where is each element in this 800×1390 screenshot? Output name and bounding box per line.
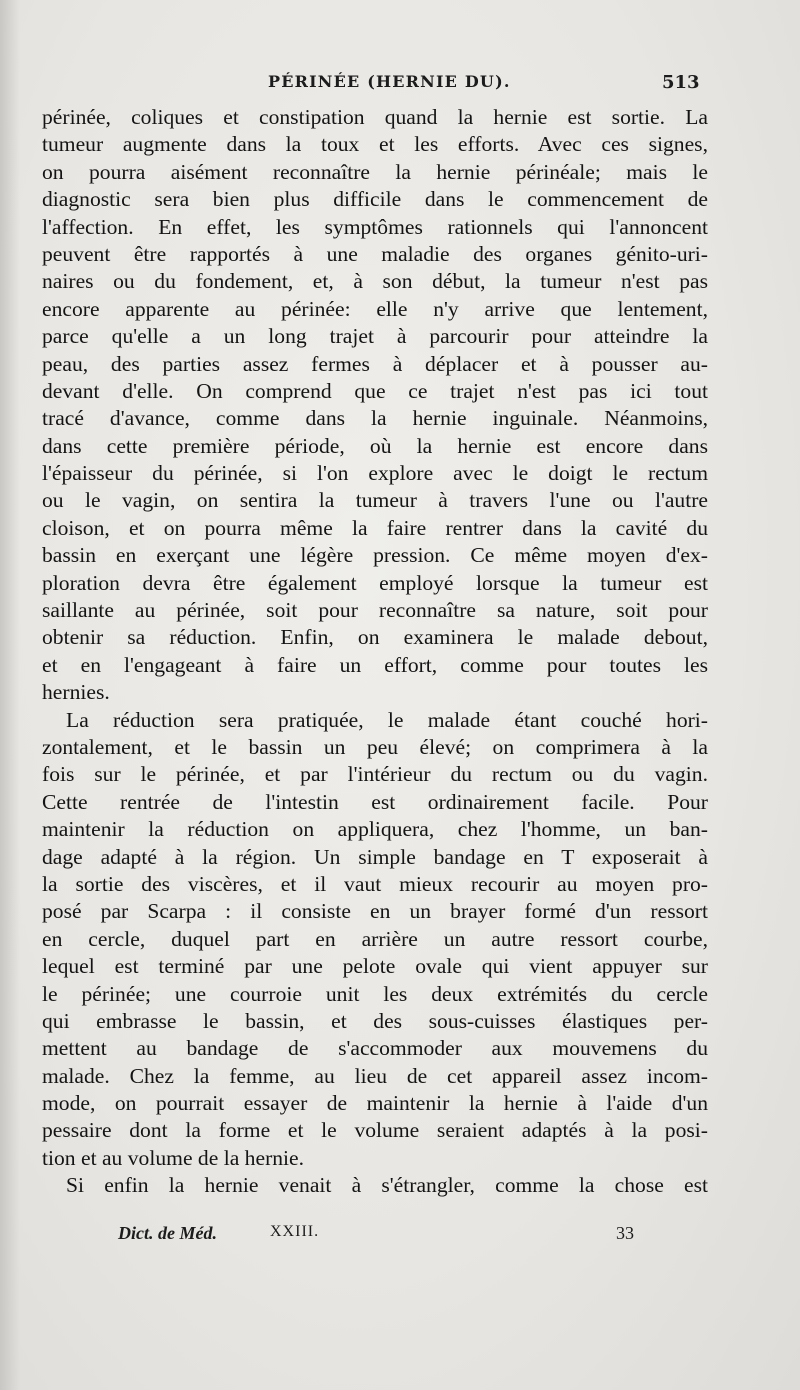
text-line: l'épaisseur du périnée, si l'on explore avec le doigt le rectum bbox=[42, 461, 708, 486]
text-line: on pourra aisément reconnaître la hernie périnéale; mais le bbox=[42, 159, 708, 184]
text-line: qui embrasse le bassin, et des sous-cuisses élastiques per- bbox=[42, 1008, 708, 1033]
text-line: saillante au périnée, soit pour reconnaître sa nature, soit pour bbox=[42, 598, 708, 623]
body-text bbox=[42, 104, 708, 1200]
text-line: diagnostic sera bien plus difficile dans le commencement de bbox=[42, 187, 708, 212]
text-line: dans cette première période, où la hernie est encore dans bbox=[42, 433, 708, 458]
text-line: mode, on pourrait essayer de maintenir la hernie à l'aide d'un bbox=[42, 1091, 708, 1116]
footer-volume: XXIII. bbox=[270, 1223, 320, 1240]
text-line: Si enfin la hernie venait à s'étrangler, comme la chose est bbox=[66, 1173, 708, 1198]
text-line: peuvent être rapportés à une maladie des organes génito-uri- bbox=[42, 241, 708, 266]
text-line: maintenir la réduction on appliquera, chez l'homme, un ban- bbox=[42, 817, 708, 842]
footer-work-title: Dict. de Méd. bbox=[118, 1223, 217, 1243]
text-line: pessaire dont la forme et le volume seraient adaptés à la posi- bbox=[42, 1118, 708, 1143]
text-line: peau, des parties assez fermes à déplacer et à pousser au- bbox=[42, 351, 708, 376]
text-line: devant d'elle. On comprend que ce trajet n'est pas ici tout bbox=[42, 378, 708, 403]
text-line: zontalement, et le bassin un peu élevé; on comprimera à la bbox=[42, 734, 708, 759]
text-line: la sortie des viscères, et il vaut mieux recourir au moyen pro- bbox=[42, 871, 708, 896]
text-line: hernies. bbox=[42, 680, 110, 705]
text-line: La réduction sera pratiquée, le malade étant couché hori- bbox=[66, 707, 708, 732]
running-title: PÉRINÉE (HERNIE DU). bbox=[268, 72, 511, 91]
text-line: dage adapté à la région. Un simple bandage en T exposerait à bbox=[42, 844, 708, 869]
text-line: mettent au bandage de s'accommoder aux mouvemens du bbox=[42, 1036, 708, 1061]
text-line: obtenir sa réduction. Enfin, on examinera le malade debout, bbox=[42, 625, 708, 650]
text-line: tumeur augmente dans la toux et les efforts. Avec ces signes, bbox=[42, 132, 708, 157]
footer bbox=[0, 1223, 800, 1247]
text-line: et en l'engageant à faire un effort, comme pour toutes les bbox=[42, 652, 708, 677]
text-line: parce qu'elle a un long trajet à parcourir pour atteindre la bbox=[42, 324, 708, 349]
running-head bbox=[0, 72, 800, 100]
text-line: le périnée; une courroie unit les deux extrémités du cercle bbox=[42, 981, 708, 1006]
text-line: lequel est terminé par une pelote ovale qui vient appuyer sur bbox=[42, 954, 708, 979]
text-line: ou le vagin, on sentira la tumeur à travers l'une ou l'autre bbox=[42, 488, 708, 513]
text-line: ploration devra être également employé lorsque la tumeur est bbox=[42, 570, 708, 595]
text-line: malade. Chez la femme, au lieu de cet appareil assez incom- bbox=[42, 1063, 708, 1088]
text-line: périnée, coliques et constipation quand la hernie est sortie. La bbox=[42, 105, 708, 129]
text-line: en cercle, duquel part en arrière un autre ressort courbe, bbox=[42, 926, 708, 951]
text-line: naires ou du fondement, et, à son début, la tumeur n'est pas bbox=[42, 269, 708, 294]
text-line: l'affection. En effet, les symptômes rationnels qui l'annoncent bbox=[42, 214, 708, 239]
text-line: tracé d'avance, comme dans la hernie inguinale. Néanmoins, bbox=[42, 406, 708, 431]
text-line: encore apparente au périnée: elle n'y arrive que lentement, bbox=[42, 296, 708, 321]
text-line: fois sur le périnée, et par l'intérieur du rectum ou du vagin. bbox=[42, 762, 708, 787]
page-edge-shadow bbox=[0, 0, 20, 1390]
text-line: tion et au volume de la hernie. bbox=[42, 1145, 305, 1170]
text-line: posé par Scarpa : il consiste en un brayer formé d'un ressort bbox=[42, 899, 708, 924]
text-line: Cette rentrée de l'intestin est ordinairement facile. Pour bbox=[42, 789, 708, 814]
text-line: bassin en exerçant une légère pression. Ce même moyen d'ex- bbox=[42, 543, 708, 568]
footer-signature: 33 bbox=[616, 1223, 634, 1243]
text-line: cloison, et on pourra même la faire rentrer dans la cavité du bbox=[42, 515, 708, 540]
page-number: 513 bbox=[662, 72, 700, 93]
